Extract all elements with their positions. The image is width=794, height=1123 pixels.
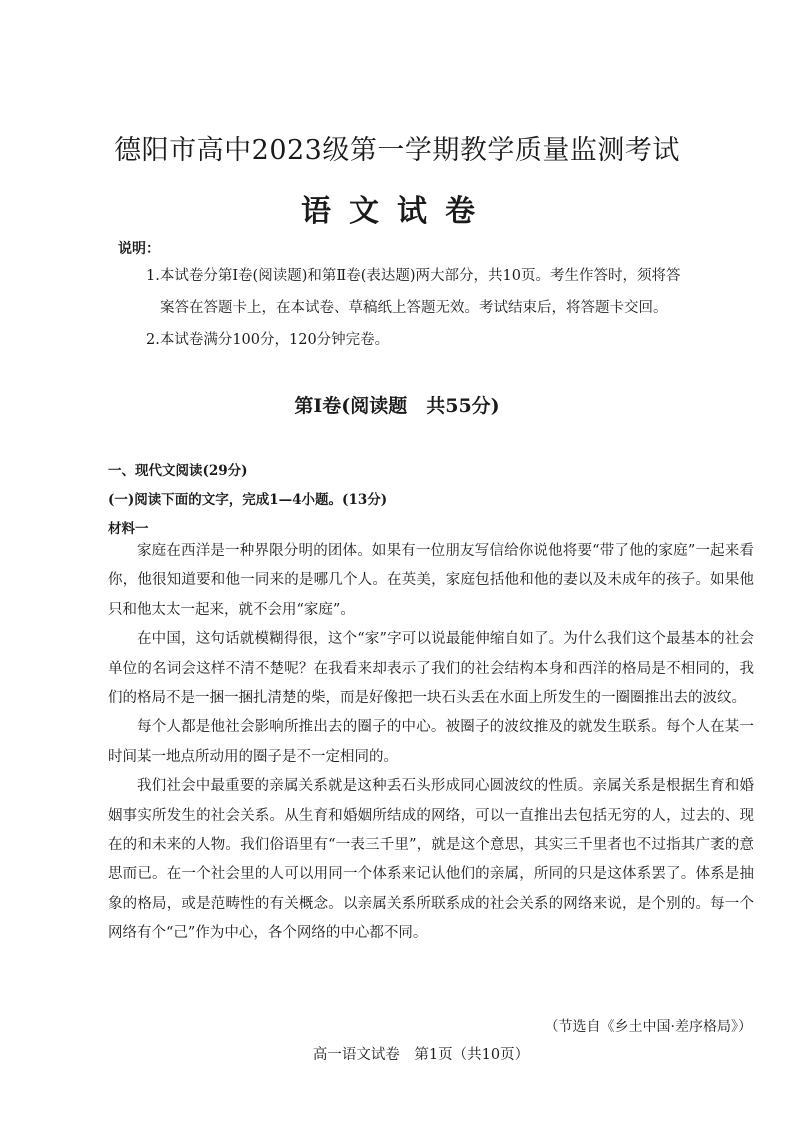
question-sub-heading: (一)阅读下面的文字，完成1—4小题。(13分) bbox=[108, 492, 388, 508]
question-heading: 一、现代文阅读(29分) bbox=[108, 463, 248, 479]
passage-paragraph: 我们社会中最重要的亲属关系就是这种丢石头形成同心圆波纹的性质。亲属关系是根据生育和婚姻事实所发生的社会关系。从生育和婚姻所结成的网络，可以一直推出去包括无穷的人，过去的、现在的和未来的人物。我们俗语里有“一表三千里”，就是这个意思，其实三千里者也不过指其广袤的意思而已。在一个社会里的人可以用同一个体系来记认他们的亲属，所同的只是这体系罢了。体系是抽象的格局，或是范畴性的有关概念。以亲属关系所联系成的社会关系的网络来说，是个别的。每一个网络有个“己”作为中心，各个网络的中心都不同。 bbox=[108, 778, 754, 942]
exam-subtitle: 语文试卷 bbox=[301, 194, 493, 229]
page-footer: 高一语文试卷 第1页（共10页） bbox=[312, 1047, 530, 1063]
passage-paragraph: 家庭在西洋是一种界限分明的团体。如果有一位朋友写信给你说他将要“带了他的家庭”一起来看你，他很知道要和他一同来的是哪几个人。在英美，家庭包括他和他的妻以及未成年的孩子。如果他只和他太太一起来，就不会用“家庭”。 bbox=[108, 543, 754, 618]
note-item-2: 2.本试卷满分100分，120分钟完卷。 bbox=[146, 332, 390, 348]
reading-passage bbox=[108, 537, 754, 949]
passage-citation: （节选自《乡土中国·差序格局》） bbox=[544, 1019, 752, 1035]
passage-paragraph: 在中国，这句话就模糊得很，这个“家”字可以说最能伸缩自如了。为什么我们这个最基本的社会单位的名词会这样不清不楚呢？在我看来却表示了我们的社会结构本身和西洋的格局是不相同的，我们的格局不是一捆一捆扎清楚的柴，而是好像把一块石头丢在水面上所发生的一圈圈推出去的波纹。 bbox=[108, 631, 754, 707]
passage-paragraph: 每个人都是他社会影响所推出去的圈子的中心。被圈子的波纹推及的就发生联系。每个人在某一时间某一地点所动用的圈子是不一定相同的。 bbox=[108, 719, 754, 765]
note-item-1: 1.本试卷分第Ⅰ卷(阅读题)和第Ⅱ卷(表达题)两大部分，共10页。考生作答时，须将答 bbox=[146, 268, 681, 284]
note-item-1-continued: 案答在答题卡上，在本试卷、草稿纸上答题无效。考试结束后，将答题卡交回。 bbox=[160, 300, 668, 316]
notes-label: 说明： bbox=[118, 241, 160, 257]
exam-title: 德阳市高中2023级第一学期教学质量监测考试 bbox=[114, 135, 680, 166]
section-title: 第Ⅰ卷(阅读题 共55分) bbox=[294, 395, 500, 417]
material-label: 材料一 bbox=[108, 521, 149, 537]
